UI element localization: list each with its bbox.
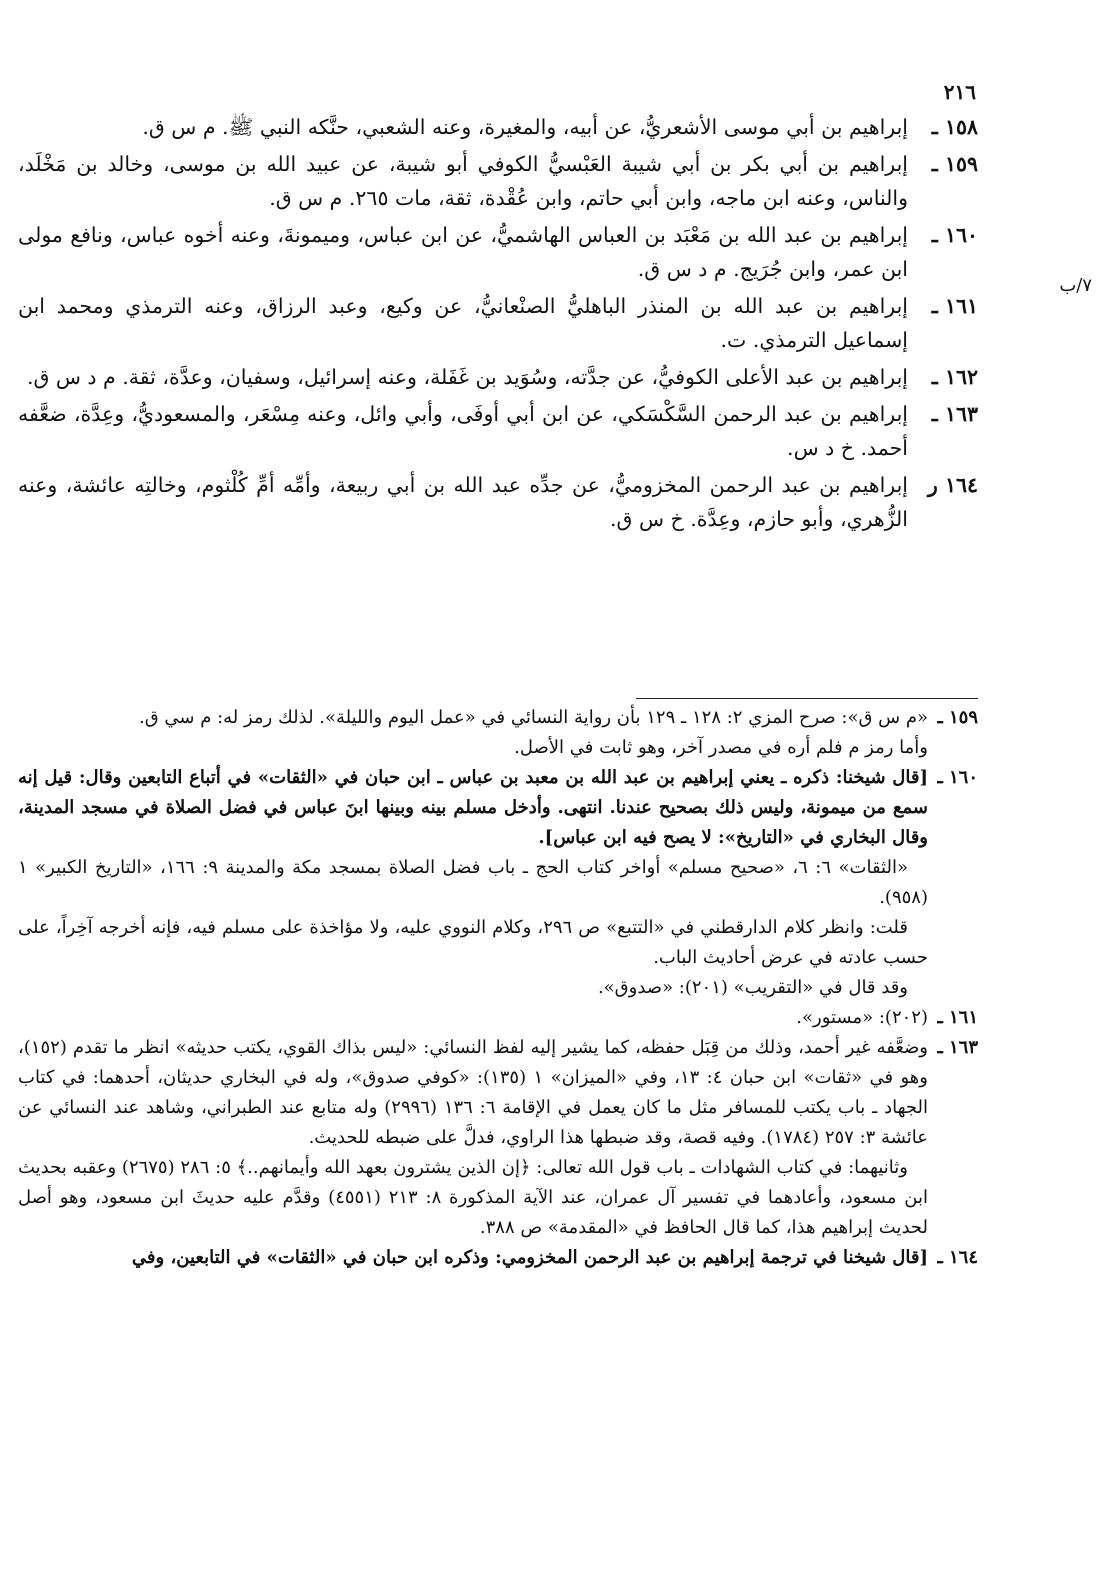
note-paragraph: وضعَّفه غير أحمد، وذلك من قِبَل حفظه، كما يشير إليه لفظ النسائي: «ليس بذاك القوي، يكتب حديثه» انظر ما تقدم (١٥٢)، وهو في «ثقات» ابن حبان ٤: ١٣، وفي «الميزان» ١ (١٣٥): «كوفي صدوق»، وله في البخاري حديثان، أحدهما: في كتاب الجهاد ـ باب يكتب للمسافر مثل ما كان يعمل في الإقامة ٦: ١٣٦ (٢٩٩٦) وله متابع عند الطبراني، وشاهد عند النسائي عن عائشة ٣: ٢٥٧ (١٧٨٤). وفيه قصة، وقد ضبطها هذا الراوي، فدلَّ على ضبطه للحديث.	[18, 1037, 929, 1148]
entry-text: إبراهيم بن عبد الرحمن المخزوميُّ، عن جدِّه عبد الله بن أبي ربيعة، وأمِّه أمِّ كُلْثوم، وخالتِه عائشة، وعنه الزُّهري، وأبو حازم، وعِدَّة. خ س ق.	[18, 473, 908, 531]
page-number: ٢١٦	[943, 80, 976, 104]
note-159	[18, 703, 978, 763]
entry-161	[18, 289, 978, 357]
entry-text: إبراهيم بن أبي بكر بن أبي شيبة العَبْسيُّ الكوفي أبو شيبة، عن عبيد الله بن موسى، وخالد بن مَخْلَد، والناس، وعنه ابن ماجه، وابن أبي حاتم، وابن عُقْدة، ثقة، مات ٢٦٥. م س ق.	[18, 152, 908, 210]
entry-160	[18, 218, 978, 286]
note-paragraph: [قال شيخنا: ذكره ـ يعني إبراهيم بن عبد الله بن معبد بن عباس ـ ابن حبان في «الثقات» في أتباع التابعين وقال: قيل إنه سمع من ميمونة، وليس ذلك بصحيح عندنا. انتهى. وأدخل مسلم بينه وبينها ابنَ عباس في فضل الصلاة في مسجد المدينة، وقال البخاري في «التاريخ»: لا يصح فيه ابن عباس].	[18, 767, 928, 848]
entry-162	[18, 360, 978, 394]
note-paragraph: (٢٠٢): «مستور».	[796, 1007, 928, 1028]
note-number: ١٦٠ ـ	[937, 767, 978, 788]
entry-number: ١٥٨ ـ	[931, 115, 978, 139]
margin-folio-reference: ٧/ب	[1059, 275, 1092, 296]
note-164	[18, 1243, 978, 1273]
note-163	[18, 1033, 978, 1243]
note-161	[18, 1003, 978, 1033]
entry-text: إبراهيم بن عبد الأعلى الكوفيُّ، عن جدَّته، وسُوَيد بن غَفَلة، وعنه إسرائيل، وسفيان، وعدَّة، ثقة. م د س ق.	[26, 365, 908, 389]
note-paragraph: وأما رمز م فلم أره في مصدر آخر، وهو ثابت في الأصل.	[514, 737, 928, 758]
note-paragraph: «م س ق»: صرح المزي ٢: ١٢٨ ـ ١٢٩ بأن رواية النسائي في «عمل اليوم والليلة». لذلك رمز له: م سي ق.	[138, 707, 928, 728]
note-paragraph: «الثقات» ٦: ٦، «صحيح مسلم» أواخر كتاب الحج ـ باب فضل الصلاة بمسجد مكة والمدينة ٩: ١٦٦، «التاريخ الكبير» ١ (٩٥٨).	[18, 857, 928, 908]
note-paragraph: قلت: وانظر كلام الدارقطني في «التتبع» ص ٢٩٦، وكلام النووي عليه، ولا مؤاخذة على مسلم فيه، فإنه أخرجه آخِراً، على حسب عادته في عرض أحاديث الباب.	[18, 917, 928, 968]
main-entries	[18, 110, 978, 539]
footnote-divider	[636, 698, 978, 699]
footnotes	[18, 703, 978, 1273]
entry-164	[18, 468, 978, 536]
entry-text: إبراهيم بن أبي موسى الأشعريُّ، عن أبيه، والمغيرة، وعنه الشعبي، حنَّكه النبي ﷺ. م س ق.	[142, 115, 908, 139]
note-number: ١٦٤ ـ	[937, 1247, 978, 1268]
note-paragraph: [قال شيخنا في ترجمة إبراهيم بن عبد الرحمن المخزومي: وذكره ابن حبان في «الثقات» في التابعين، وفي	[131, 1247, 928, 1268]
note-number: ١٥٩ ـ	[937, 707, 978, 728]
entry-number: ١٦٠ ـ	[931, 223, 978, 247]
entry-text: إبراهيم بن عبد الرحمن السَّكْسَكي، عن ابن أبي أوفَى، وأبي وائل، وعنه مِسْعَر، والمسعوديُّ، وعِدَّة، ضعَّفه أحمد. خ د س.	[18, 402, 908, 460]
note-number: ١٦٣ ـ	[937, 1037, 978, 1058]
entry-text: إبراهيم بن عبد الله بن مَعْبَد بن العباس الهاشميُّ، عن ابن عباس، وميمونةَ، وعنه أخوه عباس، ونافع مولى ابن عمر، وابن جُرَيج. م د س ق.	[18, 223, 908, 281]
entry-number: ١٦١ ـ	[931, 294, 978, 318]
entry-number: ١٦٣ ـ	[931, 402, 978, 426]
entry-158	[18, 110, 978, 144]
entry-number: ١٦٢ ـ	[931, 365, 978, 389]
entry-159	[18, 147, 978, 215]
entry-number: ١٦٤ ر	[927, 473, 978, 497]
note-paragraph: وثانيهما: في كتاب الشهادات ـ باب قول الله تعالى: ﴿إن الذين يشترون بعهد الله وأيمانهم..﴾ ٥: ٢٨٦ (٢٦٧٥) وعقبه بحديث ابن مسعود، وأعادهما في تفسير آل عمران، عند الآية المذكورة ٨: ٢١٣ (٤٥٥١) وقدَّم عليه حديثَ ابن مسعود، وهو أصل لحديث إبراهيم هذا، كما قال الحافظ في «المقدمة» ص ٣٨٨.	[18, 1157, 929, 1238]
note-paragraph: وقد قال في «التقريب» (٢٠١): «صدوق».	[597, 977, 908, 998]
note-160	[18, 763, 978, 1003]
entry-163	[18, 397, 978, 465]
note-number: ١٦١ ـ	[937, 1007, 978, 1028]
entry-number: ١٥٩ ـ	[931, 152, 978, 176]
entry-text: إبراهيم بن عبد الله بن المنذر الباهليُّ الصنْعانيُّ، عن وكيع، وعبد الرزاق، وعنه الترمذي ومحمد ابن إسماعيل الترمذي. ت.	[18, 294, 908, 352]
